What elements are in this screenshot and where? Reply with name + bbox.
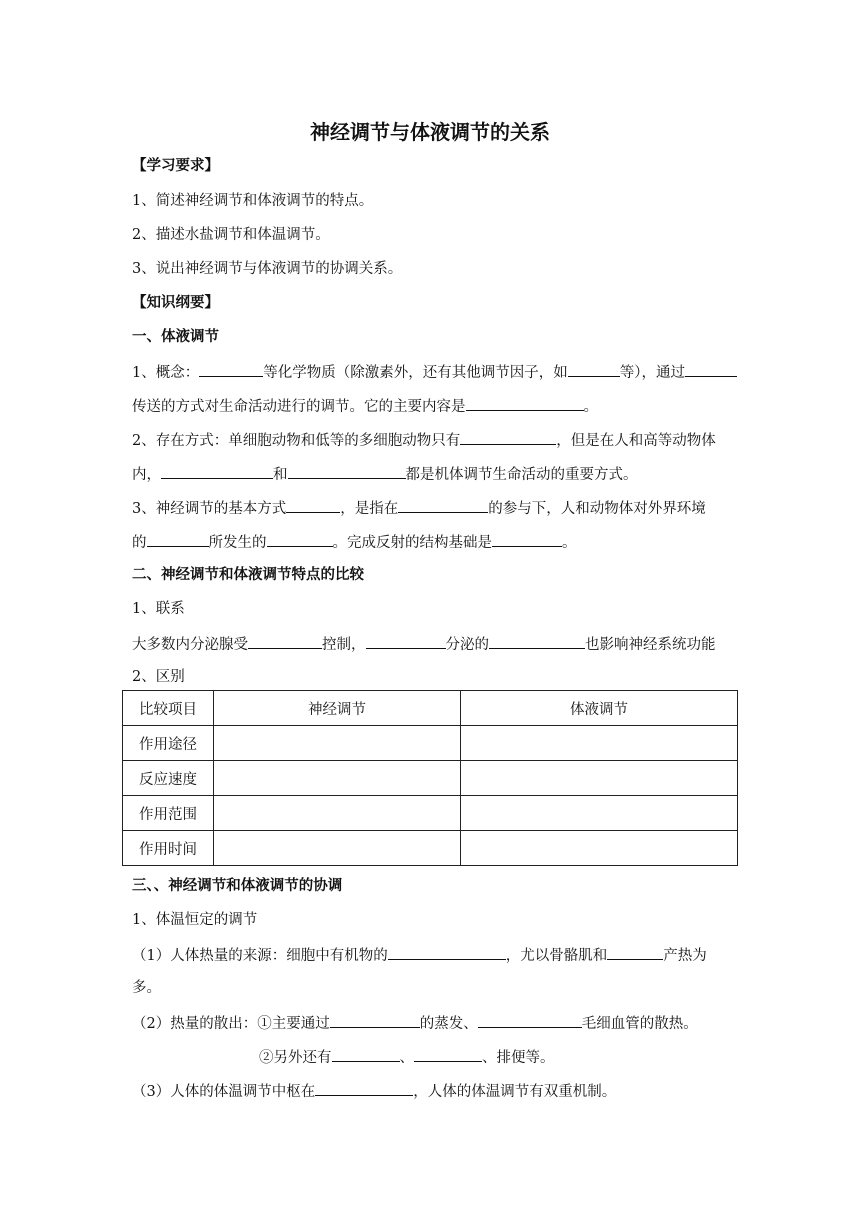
fill-blank[interactable] xyxy=(286,497,340,513)
table-cell[interactable] xyxy=(461,831,738,866)
existence-line-1: 2、存在方式：单细胞动物和低等的多细胞动物只有 ，但是在人和高等动物体 xyxy=(132,429,716,451)
fill-blank[interactable] xyxy=(366,633,446,649)
fill-blank[interactable] xyxy=(248,633,322,649)
page-title: 神经调节与体液调节的关系 xyxy=(310,120,550,144)
table-cell[interactable] xyxy=(461,761,738,796)
fill-blank[interactable] xyxy=(388,944,506,960)
relation-line: 大多数内分泌腺受 控制， 分泌的 也影响神经系统功能 xyxy=(132,633,716,655)
table-cell[interactable] xyxy=(461,726,738,761)
fill-blank[interactable] xyxy=(267,531,333,547)
table-row xyxy=(123,796,738,831)
table-header-row xyxy=(123,691,738,726)
table-row xyxy=(123,726,738,761)
fill-blank[interactable] xyxy=(607,944,663,960)
table-cell[interactable] xyxy=(214,831,461,866)
table-cell[interactable] xyxy=(214,761,461,796)
fill-blank[interactable] xyxy=(147,531,209,547)
requirement-item: 3、说出神经调节与体液调节的协调关系。 xyxy=(132,261,403,277)
fill-blank[interactable] xyxy=(199,361,263,377)
requirements-heading: 【学习要求】 xyxy=(132,158,219,174)
reflex-line-1: 3、神经调节的基本方式 ，是指在 的参与下，人和动物体对外界环境 xyxy=(132,497,706,519)
table-cell[interactable] xyxy=(461,796,738,831)
row-label: 作用范围 xyxy=(123,796,214,831)
row-label: 反应速度 xyxy=(123,761,214,796)
existence-line-2: 内， 和 都是机体调节生命活动的重要方式。 xyxy=(132,463,638,485)
fill-blank[interactable] xyxy=(315,1080,413,1096)
regulation-center-line: （3）人体的体温调节中枢在 ，人体的体温调节有双重机制。 xyxy=(132,1080,616,1102)
fill-blank[interactable] xyxy=(332,1046,400,1062)
fill-blank[interactable] xyxy=(414,1046,482,1062)
heat-source-line-2: 多。 xyxy=(132,980,161,996)
fill-blank[interactable] xyxy=(398,497,488,513)
concept-line-2: 传送的方式对生命活动进行的调节。它的主要内容是 。 xyxy=(132,395,598,417)
section-2-heading: 二、神经调节和体液调节特点的比较 xyxy=(132,567,364,583)
heat-source-line-1: （1）人体热量的来源：细胞中有机物的 ，尤以骨骼肌和 产热为 xyxy=(132,944,707,966)
fill-blank[interactable] xyxy=(489,633,585,649)
row-label: 作用时间 xyxy=(123,831,214,866)
table-row xyxy=(123,831,738,866)
relation-heading: 1、联系 xyxy=(132,601,185,617)
fill-blank[interactable] xyxy=(161,463,273,479)
fill-blank[interactable] xyxy=(568,361,620,377)
fill-blank[interactable] xyxy=(460,429,556,445)
fill-blank[interactable] xyxy=(492,531,562,547)
table-header: 比较项目 xyxy=(123,691,214,726)
comparison-table xyxy=(122,690,738,866)
table-cell[interactable] xyxy=(214,796,461,831)
table-header: 体液调节 xyxy=(461,691,738,726)
temperature-heading: 1、体温恒定的调节 xyxy=(132,912,258,928)
fill-blank[interactable] xyxy=(288,463,406,479)
table-header: 神经调节 xyxy=(214,691,461,726)
row-label: 作用途径 xyxy=(123,726,214,761)
table-cell[interactable] xyxy=(214,726,461,761)
difference-heading: 2、区别 xyxy=(132,669,185,685)
reflex-line-2: 的 所发生的 。完成反射的结构基础是 。 xyxy=(132,531,577,553)
fill-blank[interactable] xyxy=(330,1012,420,1028)
fill-blank[interactable] xyxy=(478,1012,582,1028)
outline-heading: 【知识纲要】 xyxy=(132,295,219,311)
section-1-heading: 一、体液调节 xyxy=(132,329,219,345)
fill-blank[interactable] xyxy=(466,395,584,411)
requirement-item: 2、描述水盐调节和体温调节。 xyxy=(132,227,330,243)
heat-loss-line-1: （2）热量的散出：①主要通过 的蒸发、 毛细血管的散热。 xyxy=(132,1012,698,1034)
heat-loss-line-2: ②另外还有 、 、排便等。 xyxy=(259,1046,555,1068)
requirement-item: 1、简述神经调节和体液调节的特点。 xyxy=(132,193,374,209)
concept-line-1: 1、概念： 等化学物质（除激素外，还有其他调节因子，如 等），通过 xyxy=(132,361,737,383)
table-row xyxy=(123,761,738,796)
section-3-heading: 三、、神经调节和体液调节的协调 xyxy=(132,878,343,894)
fill-blank[interactable] xyxy=(685,361,737,377)
